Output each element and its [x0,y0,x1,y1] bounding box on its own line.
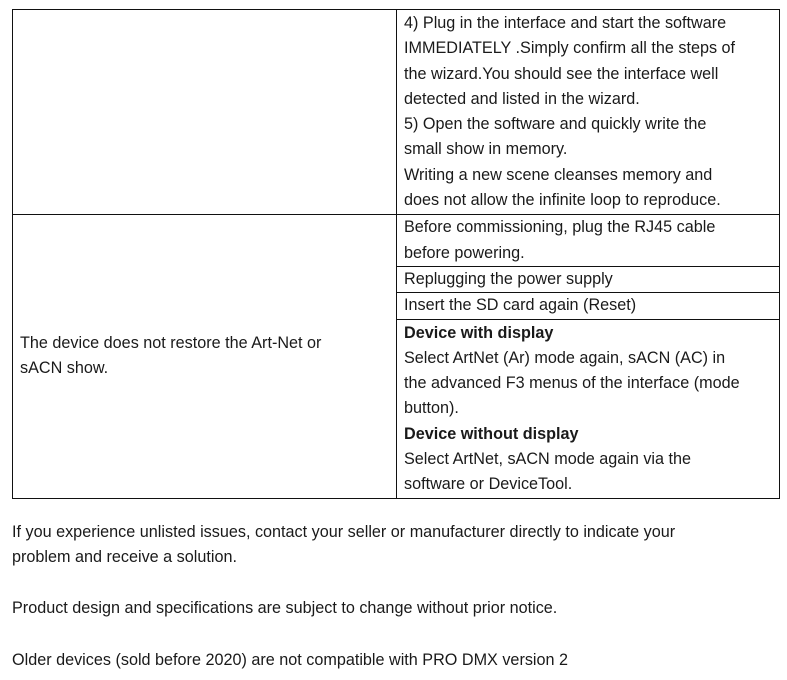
solution-line: Writing a new scene cleanses memory and [404,165,713,184]
table-row [13,215,780,267]
table-row [13,10,780,215]
problem-cell [13,215,397,499]
problem-cell-empty [13,10,397,215]
solution-line: Select ArtNet, sACN mode again via the [404,450,692,469]
compatibility-note: Older devices (sold before 2020) are not compatible with PRO DMX version 2 [12,651,569,669]
solution-line: before powering. [404,243,525,262]
solution-line: small show in memory. [404,140,568,159]
solution-line: the advanced F3 menus of the interface (mode [404,374,740,393]
solution-line: software or DeviceTool. [404,475,573,494]
solution-line: Before commissioning, plug the RJ45 cable [404,218,716,237]
solution-line: 4) Plug in the interface and start the software [404,14,727,32]
solution-line: Insert the SD card again (Reset) [404,296,637,315]
solution-cell [397,215,780,267]
troubleshooting-table [12,9,780,499]
problem-line: sACN show. [20,359,109,378]
solution-cell [397,293,780,319]
solution-cell [397,319,780,498]
note-line: If you experience unlisted issues, contact your seller or manufacturer directly to indicate your [12,523,676,541]
device-with-display-heading: Device with display [404,323,554,342]
problem-line: The device does not restore the Art-Net or [20,334,322,353]
solution-cell [397,267,780,293]
solution-line: detected and listed in the wizard. [404,89,640,108]
solution-line: button). [404,399,459,418]
solution-line: Select ArtNet (Ar) mode again, sACN (AC) in [404,348,726,367]
design-change-note: Product design and specifications are subject to change without prior notice. [12,599,558,617]
device-without-display-heading: Device without display [404,424,579,443]
solution-line: does not allow the infinite loop to reproduce. [404,191,721,210]
solution-cell [397,10,780,215]
solution-line: Replugging the power supply [404,270,613,288]
solution-line: IMMEDIATELY .Simply confirm all the steps of [404,39,736,58]
unlisted-issues-note [12,520,777,571]
solution-line: the wizard.You should see the interface well [404,64,719,83]
note-line: problem and receive a solution. [12,548,237,567]
solution-line: 5) Open the software and quickly write the [404,115,707,134]
